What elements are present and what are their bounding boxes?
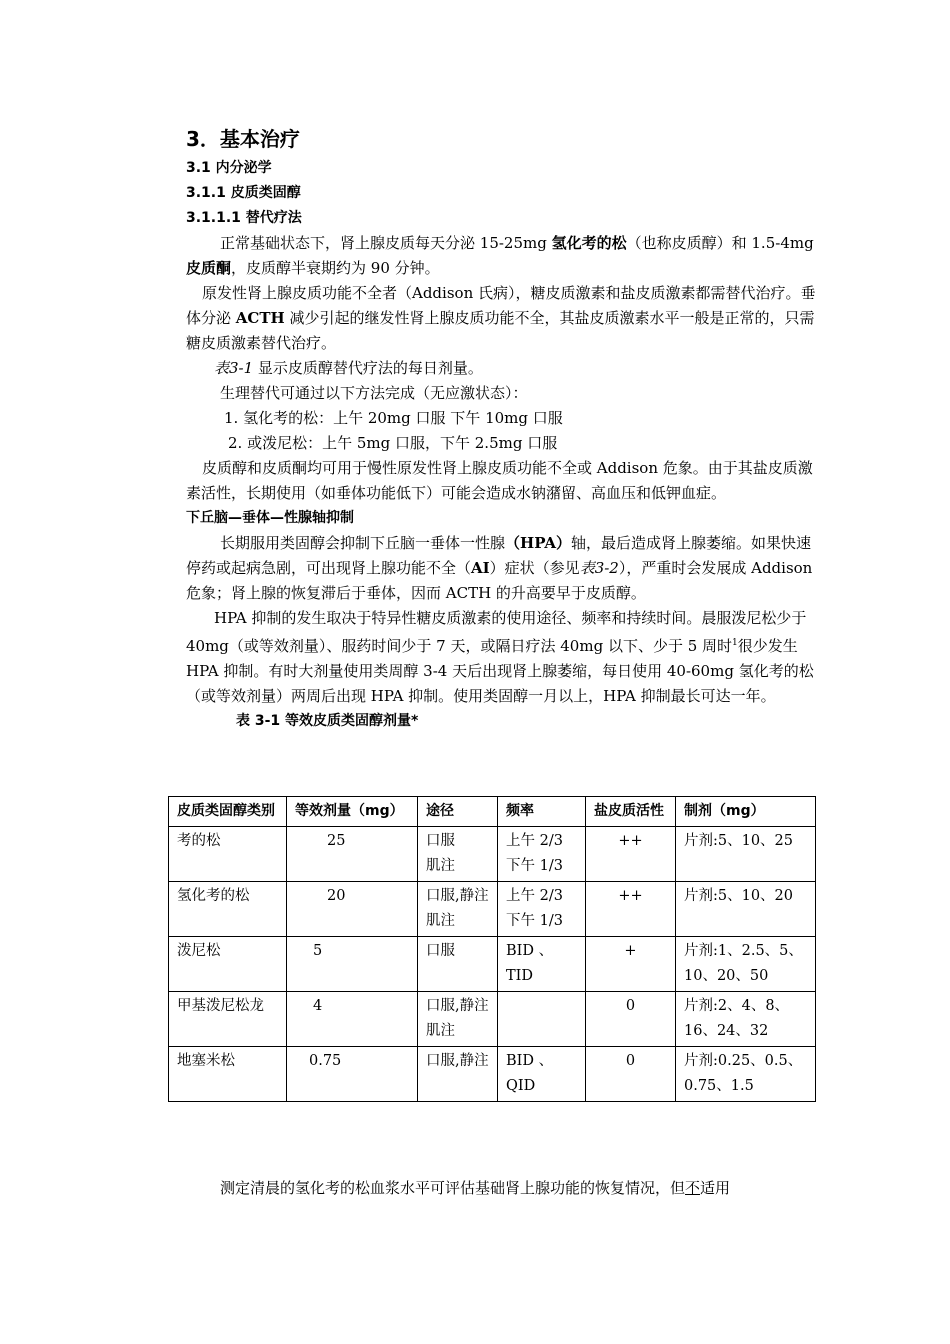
cell-frequency: BID 、 QID <box>498 1047 586 1102</box>
cell-route: 口服 <box>418 937 498 992</box>
paragraph-hpa-axis: 长期服用类固醇会抑制下丘脑一垂体一性腺（HPA）轴，最后造成肾上腺萎缩。如果快速停药或起病急剧，可出现肾上腺功能不全（AI）症状（参见表3-2），严重时会发展成 Addison 危象；肾上腺的恢复滞后于垂体，因而 ACTH 的升高要早于皮质醇。 <box>186 534 813 602</box>
table-row <box>169 882 816 937</box>
paragraph-primary-insufficiency: 原发性肾上腺皮质功能不全者（Addison 氏病），糖皮质激素和盐皮质激素都需替代治疗。垂体分泌 ACTH 减少引起的继发性肾上腺皮质功能不全，其盐皮质激素水平一般是正常的，只需糖皮质激素替代治疗。 <box>186 284 816 352</box>
cell-dose: 20 <box>287 882 418 937</box>
cell-route: 口服,静注 肌注 <box>418 992 498 1047</box>
document-body <box>186 120 818 733</box>
paragraph-morning-cortisol: 测定清晨的氢化考的松血浆水平可评估基础肾上腺功能的恢复情况，但不适用 <box>220 1179 731 1197</box>
heading-hpa-suppression: 下丘脑—垂体—性腺轴抑制 <box>186 510 354 526</box>
cell-preparation: 片剂:2、4、8、16、24、32 <box>676 992 816 1047</box>
list-item-hydrocortisone: 1. 氢化考的松：上午 20mg 口服 下午 10mg 口服 <box>224 409 563 427</box>
paragraph-hpa-factors: HPA 抑制的发生取决于特异性糖皮质激素的使用途径、频率和持续时间。晨服泼尼松少于 40mg（或等效剂量）、服药时间少于 7 天，或隔日疗法 40mg 以下、少于 5 周时$^1$很少发生 HPA 抑制。有时大剂量使用类周醇 3-4 天后出现肾上腺萎缩，每日使用 40-60mg 氢化考的松（或等效剂量）两周后出现 HPA 抑制。使用类固醇一月以上，HPA 抑制最长可达一年。 <box>186 609 814 705</box>
cell-dose: 25 <box>287 827 418 882</box>
table-row <box>169 992 816 1047</box>
cell-preparation: 片剂:0.25、0.5、0.75、1.5 <box>676 1047 816 1102</box>
cell-frequency: BID 、 TID <box>498 937 586 992</box>
paragraph-physiologic-replacement: 生理替代可通过以下方法完成（无应激状态）： <box>220 384 528 402</box>
cell-activity: 0 <box>586 992 676 1047</box>
header-route: 途径 <box>418 797 498 827</box>
cell-activity: 0 <box>586 1047 676 1102</box>
cell-route: 口服,静注 肌注 <box>418 882 498 937</box>
subsection-corticosteroids: 3.1.1 皮质类固醇 <box>186 185 301 201</box>
cell-frequency: 上午 2/3 下午 1/3 <box>498 827 586 882</box>
cell-frequency: 上午 2/3 下午 1/3 <box>498 882 586 937</box>
header-frequency: 频率 <box>498 797 586 827</box>
table-row <box>169 937 816 992</box>
section-title: 3．基本治疗 <box>186 127 300 151</box>
cell-dose: 5 <box>287 937 418 992</box>
cell-name: 氢化考的松 <box>169 882 287 937</box>
cell-preparation: 片剂:5、10、20 <box>676 882 816 937</box>
cell-frequency <box>498 992 586 1047</box>
table-row <box>169 827 816 882</box>
cell-name: 考的松 <box>169 827 287 882</box>
cell-preparation: 片剂:5、10、25 <box>676 827 816 882</box>
cell-name: 甲基泼尼松龙 <box>169 992 287 1047</box>
cell-route: 口服,静注 <box>418 1047 498 1102</box>
cell-name: 地塞米松 <box>169 1047 287 1102</box>
paragraph-mineralocorticoid-activity: 皮质醇和皮质酮均可用于慢性原发性肾上腺皮质功能不全或 Addison 危象。由于其盐皮质激素活性，长期使用（如垂体功能低下）可能会造成水钠潴留、高血压和低钾血症。 <box>186 459 813 502</box>
paragraph-table-reference: 表3-1 显示皮质醇替代疗法的每日剂量。 <box>214 359 483 377</box>
cell-preparation: 片剂:1、2.5、5、10、20、50 <box>676 937 816 992</box>
paragraph-basal-secretion: 正常基础状态下，肾上腺皮质每天分泌 15-25mg 氢化考的松（也称皮质醇）和 1.5-4mg 皮质酮，皮质醇半衰期约为 90 分钟。 <box>186 234 814 277</box>
cell-activity: ++ <box>586 827 676 882</box>
cell-dose: 4 <box>287 992 418 1047</box>
cell-activity: ++ <box>586 882 676 937</box>
header-class: 皮质类固醇类别 <box>169 797 287 827</box>
cell-activity: + <box>586 937 676 992</box>
table-header-row <box>169 797 816 827</box>
table-caption: 表 3-1 等效皮质类固醇剂量* <box>236 713 419 729</box>
subsection-replacement-therapy: 3.1.1.1 替代疗法 <box>186 210 302 226</box>
subsection-endocrinology: 3.1 内分泌学 <box>186 160 272 176</box>
table-row <box>169 1047 816 1102</box>
header-preparation: 制剂（mg） <box>676 797 816 827</box>
header-mineralocorticoid: 盐皮质活性 <box>586 797 676 827</box>
cell-dose: 0.75 <box>287 1047 418 1102</box>
cell-route: 口服 肌注 <box>418 827 498 882</box>
list-item-prednisone: 2. 或泼尼松：上午 5mg 口服，下午 2.5mg 口服 <box>228 434 558 452</box>
header-dose: 等效剂量（mg） <box>287 797 418 827</box>
cell-name: 泼尼松 <box>169 937 287 992</box>
corticosteroid-dose-table <box>168 796 816 1102</box>
